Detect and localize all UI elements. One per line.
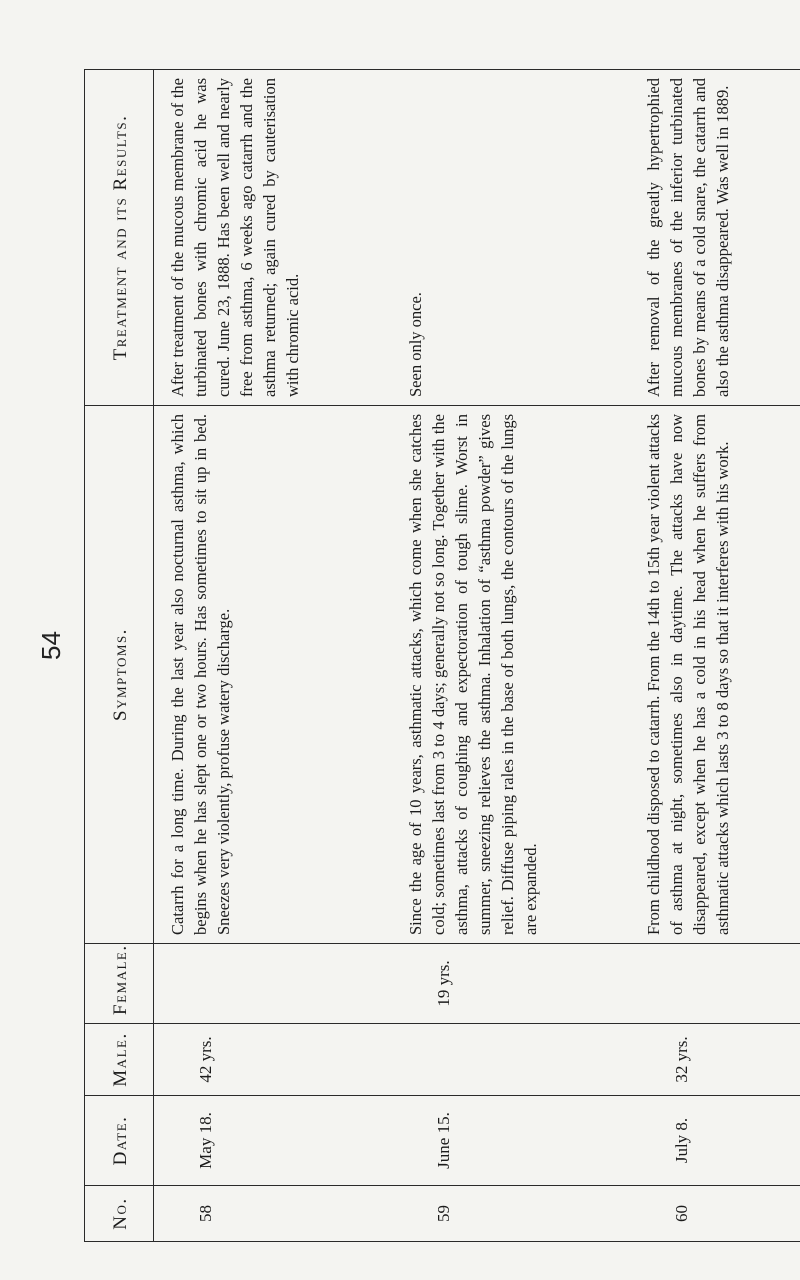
header-row (85, 70, 154, 1242)
case-date: July 8. (630, 1096, 800, 1186)
header-female: Female. (85, 944, 154, 1024)
header-symptoms: Symptoms. (85, 406, 154, 944)
female-age: 19 yrs. (392, 944, 630, 1024)
male-age: 32 yrs. (630, 1024, 800, 1096)
symptoms-text: Catarrh for a long time. During the last year also nocturnal asthma, which begins when he has slept one or two hours. Has sometimes to sit up in bed. Sneezes very violently, profuse watery discharge. (154, 406, 393, 944)
table-row (630, 70, 800, 1242)
case-date: May 18. (154, 1096, 393, 1186)
treatment-text: After removal of the greatly hypertrophied mucous membranes of the inferior turbinated bones by means of a cold snare, the catarrh and also the asthma disappeared. Was well in 1889. (630, 70, 800, 406)
header-male: Male. (85, 1024, 154, 1096)
treatment-text: After treatment of the mucous membrane of the turbinated bones with chromic acid he was cured. June 23, 1888. Has been well and nearly free from asthma, 6 weeks ago catarrh and the asthma returned; again cured by cauterisation with chromic acid. (154, 70, 393, 406)
case-number: 60 (630, 1186, 800, 1242)
male-age: 42 yrs. (154, 1024, 393, 1096)
case-date: June 15. (392, 1096, 630, 1186)
case-number: 58 (154, 1186, 393, 1242)
case-table (84, 69, 800, 1242)
table-row (392, 70, 630, 1242)
female-age (154, 944, 393, 1024)
header-date: Date. (85, 1096, 154, 1186)
page-number: 54 (36, 631, 66, 660)
header-treatment: Treatment and its Results. (85, 70, 154, 406)
symptoms-text: Since the age of 10 years, asthmatic attacks, which come when she catches cold; sometimes last from 3 to 4 days; generally not so long. Together with the asthma, attacks of coughing and expectoration of tough slime. Worst in summer, sneezing relieves the asthma. Inhalation of “asthma powder” gives relief. Diffuse piping rales in the base of both lungs, the contours of the lungs are expanded. (392, 406, 630, 944)
symptoms-text: From childhood disposed to catarrh. From the 14th to 15th year violent attacks of asthma at night, sometimes also in daytime. The attacks have now disappeared, except when he has a cold in his head when he suffers from asthmatic attacks which lasts 3 to 8 days so that it interferes with his work. (630, 406, 800, 944)
male-age (392, 1024, 630, 1096)
treatment-text: Seen only once. (392, 70, 630, 406)
case-number: 59 (392, 1186, 630, 1242)
table-row (154, 70, 393, 1242)
female-age (630, 944, 800, 1024)
header-no: No. (85, 1186, 154, 1242)
